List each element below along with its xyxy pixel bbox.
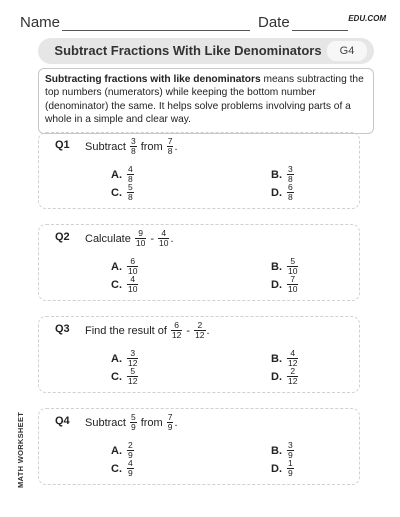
option-letter: B.	[271, 444, 282, 457]
denominator: 12	[128, 376, 138, 386]
question-number: Q3	[55, 323, 70, 335]
numerator: 6	[288, 182, 293, 192]
denominator: 9	[167, 422, 173, 432]
option-fraction	[287, 367, 298, 386]
denominator: 12	[171, 330, 182, 340]
question-card-q1	[38, 132, 360, 209]
denominator: 8	[288, 174, 293, 184]
question-text	[85, 413, 178, 432]
question-text	[85, 321, 210, 340]
denominator: 10	[128, 266, 138, 276]
question-operator: -	[150, 232, 154, 245]
option-letter: D.	[271, 462, 282, 475]
answer-option-d[interactable]	[271, 275, 299, 294]
question-prefix: Calculate	[85, 232, 131, 245]
numerator: 1	[288, 458, 293, 468]
question-number: Q2	[55, 231, 70, 243]
question-fraction-1	[130, 137, 137, 156]
numerator: 5	[130, 412, 136, 422]
intro-bold: Subtracting fractions with like denominators	[45, 74, 261, 85]
option-letter: D.	[271, 186, 282, 199]
answer-option-c[interactable]	[111, 459, 135, 478]
question-operator: -	[186, 324, 191, 337]
answer-option-a[interactable]	[111, 257, 139, 276]
option-letter: B.	[271, 168, 282, 181]
numerator: 4	[290, 348, 296, 358]
numerator: 9	[138, 228, 143, 238]
name-line[interactable]	[62, 30, 250, 31]
numerator: 3	[288, 440, 293, 450]
question-prefix: Subtract	[85, 416, 126, 429]
numerator: 6	[130, 256, 136, 266]
numerator: 2	[290, 366, 296, 376]
denominator: 9	[288, 450, 293, 460]
denominator: 12	[195, 330, 205, 340]
denominator: 8	[167, 146, 173, 156]
question-fraction-1	[171, 321, 182, 340]
denominator: 8	[128, 192, 133, 202]
question-period: .	[174, 416, 178, 429]
option-fraction	[127, 459, 134, 478]
denominator: 8	[130, 146, 136, 156]
option-fraction	[127, 183, 134, 202]
denominator: 10	[159, 238, 169, 248]
option-letter: C.	[111, 186, 122, 199]
question-period: .	[206, 324, 210, 337]
numerator: 3	[130, 136, 136, 146]
denominator: 12	[288, 358, 298, 368]
answer-option-d[interactable]	[271, 459, 295, 478]
numerator: 5	[130, 366, 136, 376]
question-period: .	[174, 140, 178, 153]
option-fraction	[127, 275, 138, 294]
intro-text: means subtracting the top numbers (numerators) while keeping the bottom number (denominator) the same. It helps solve problems involving parts of a whole in a simple and clear way.	[45, 74, 364, 126]
option-letter: D.	[271, 370, 282, 383]
denominator: 8	[128, 174, 133, 184]
date-label: Date	[258, 14, 290, 31]
numerator: 5	[128, 182, 133, 192]
numerator: 2	[197, 320, 203, 330]
answer-option-b[interactable]	[271, 257, 299, 276]
question-prefix: Subtract	[85, 140, 126, 153]
numerator: 4	[130, 274, 136, 284]
question-fraction-1	[130, 413, 137, 432]
option-fraction	[287, 459, 294, 478]
question-text	[85, 137, 178, 156]
question-fraction-1	[135, 229, 146, 248]
denominator: 10	[288, 266, 298, 276]
numerator: 3	[130, 348, 136, 358]
question-text	[85, 229, 174, 248]
numerator: 7	[167, 412, 173, 422]
option-letter: A.	[111, 444, 122, 457]
option-letter: D.	[271, 278, 282, 291]
denominator: 9	[128, 468, 133, 478]
question-operator: from	[140, 416, 163, 429]
numerator: 5	[290, 256, 296, 266]
question-fraction-2	[194, 321, 205, 340]
denominator: 9	[128, 450, 133, 460]
question-operator: from	[140, 140, 163, 153]
denominator: 10	[135, 238, 146, 248]
side-label: MATH WORKSHEET	[16, 411, 25, 488]
option-letter: A.	[111, 168, 122, 181]
option-letter: B.	[271, 260, 282, 273]
numerator: 4	[128, 458, 133, 468]
option-letter: B.	[271, 352, 282, 365]
answer-option-c[interactable]	[111, 367, 139, 386]
intro-box	[38, 68, 374, 134]
option-fraction	[287, 183, 294, 202]
question-card-q4	[38, 408, 360, 485]
option-letter: A.	[111, 260, 122, 273]
denominator: 12	[288, 376, 298, 386]
question-period: .	[170, 232, 174, 245]
option-letter: C.	[111, 462, 122, 475]
brand-logo: EDU.COM	[348, 14, 386, 23]
title-bar	[38, 38, 374, 64]
question-fraction-2	[167, 137, 174, 156]
option-fraction	[287, 275, 298, 294]
question-fraction-2	[167, 413, 174, 432]
numerator: 7	[167, 136, 173, 146]
numerator: 4	[128, 164, 133, 174]
grade-badge: G4	[327, 41, 367, 61]
option-letter: A.	[111, 352, 122, 365]
denominator: 10	[288, 284, 298, 294]
denominator: 8	[288, 192, 293, 202]
numerator: 4	[161, 228, 167, 238]
answer-option-c[interactable]	[111, 275, 139, 294]
option-fraction	[127, 367, 138, 386]
numerator: 2	[128, 440, 133, 450]
numerator: 7	[290, 274, 296, 284]
worksheet-header	[0, 12, 400, 36]
question-card-q3	[38, 316, 360, 393]
question-card-q2	[38, 224, 360, 301]
denominator: 10	[128, 284, 138, 294]
numerator: 6	[174, 320, 180, 330]
answer-option-a[interactable]	[111, 349, 139, 368]
answer-option-b[interactable]	[271, 349, 299, 368]
answer-option-d[interactable]	[271, 367, 299, 386]
option-letter: C.	[111, 370, 122, 383]
numerator: 3	[288, 164, 293, 174]
denominator: 12	[128, 358, 138, 368]
worksheet-title: Subtract Fractions With Like Denominators	[54, 43, 322, 58]
answer-option-c[interactable]	[111, 183, 135, 202]
option-letter: C.	[111, 278, 122, 291]
denominator: 9	[288, 468, 293, 478]
name-label: Name	[20, 14, 61, 31]
answer-option-d[interactable]	[271, 183, 295, 202]
question-prefix: Find the result of	[85, 324, 167, 337]
denominator: 9	[130, 422, 136, 432]
question-fraction-2	[158, 229, 169, 248]
question-number: Q4	[55, 415, 70, 427]
date-line[interactable]	[292, 30, 348, 31]
question-number: Q1	[55, 139, 70, 151]
